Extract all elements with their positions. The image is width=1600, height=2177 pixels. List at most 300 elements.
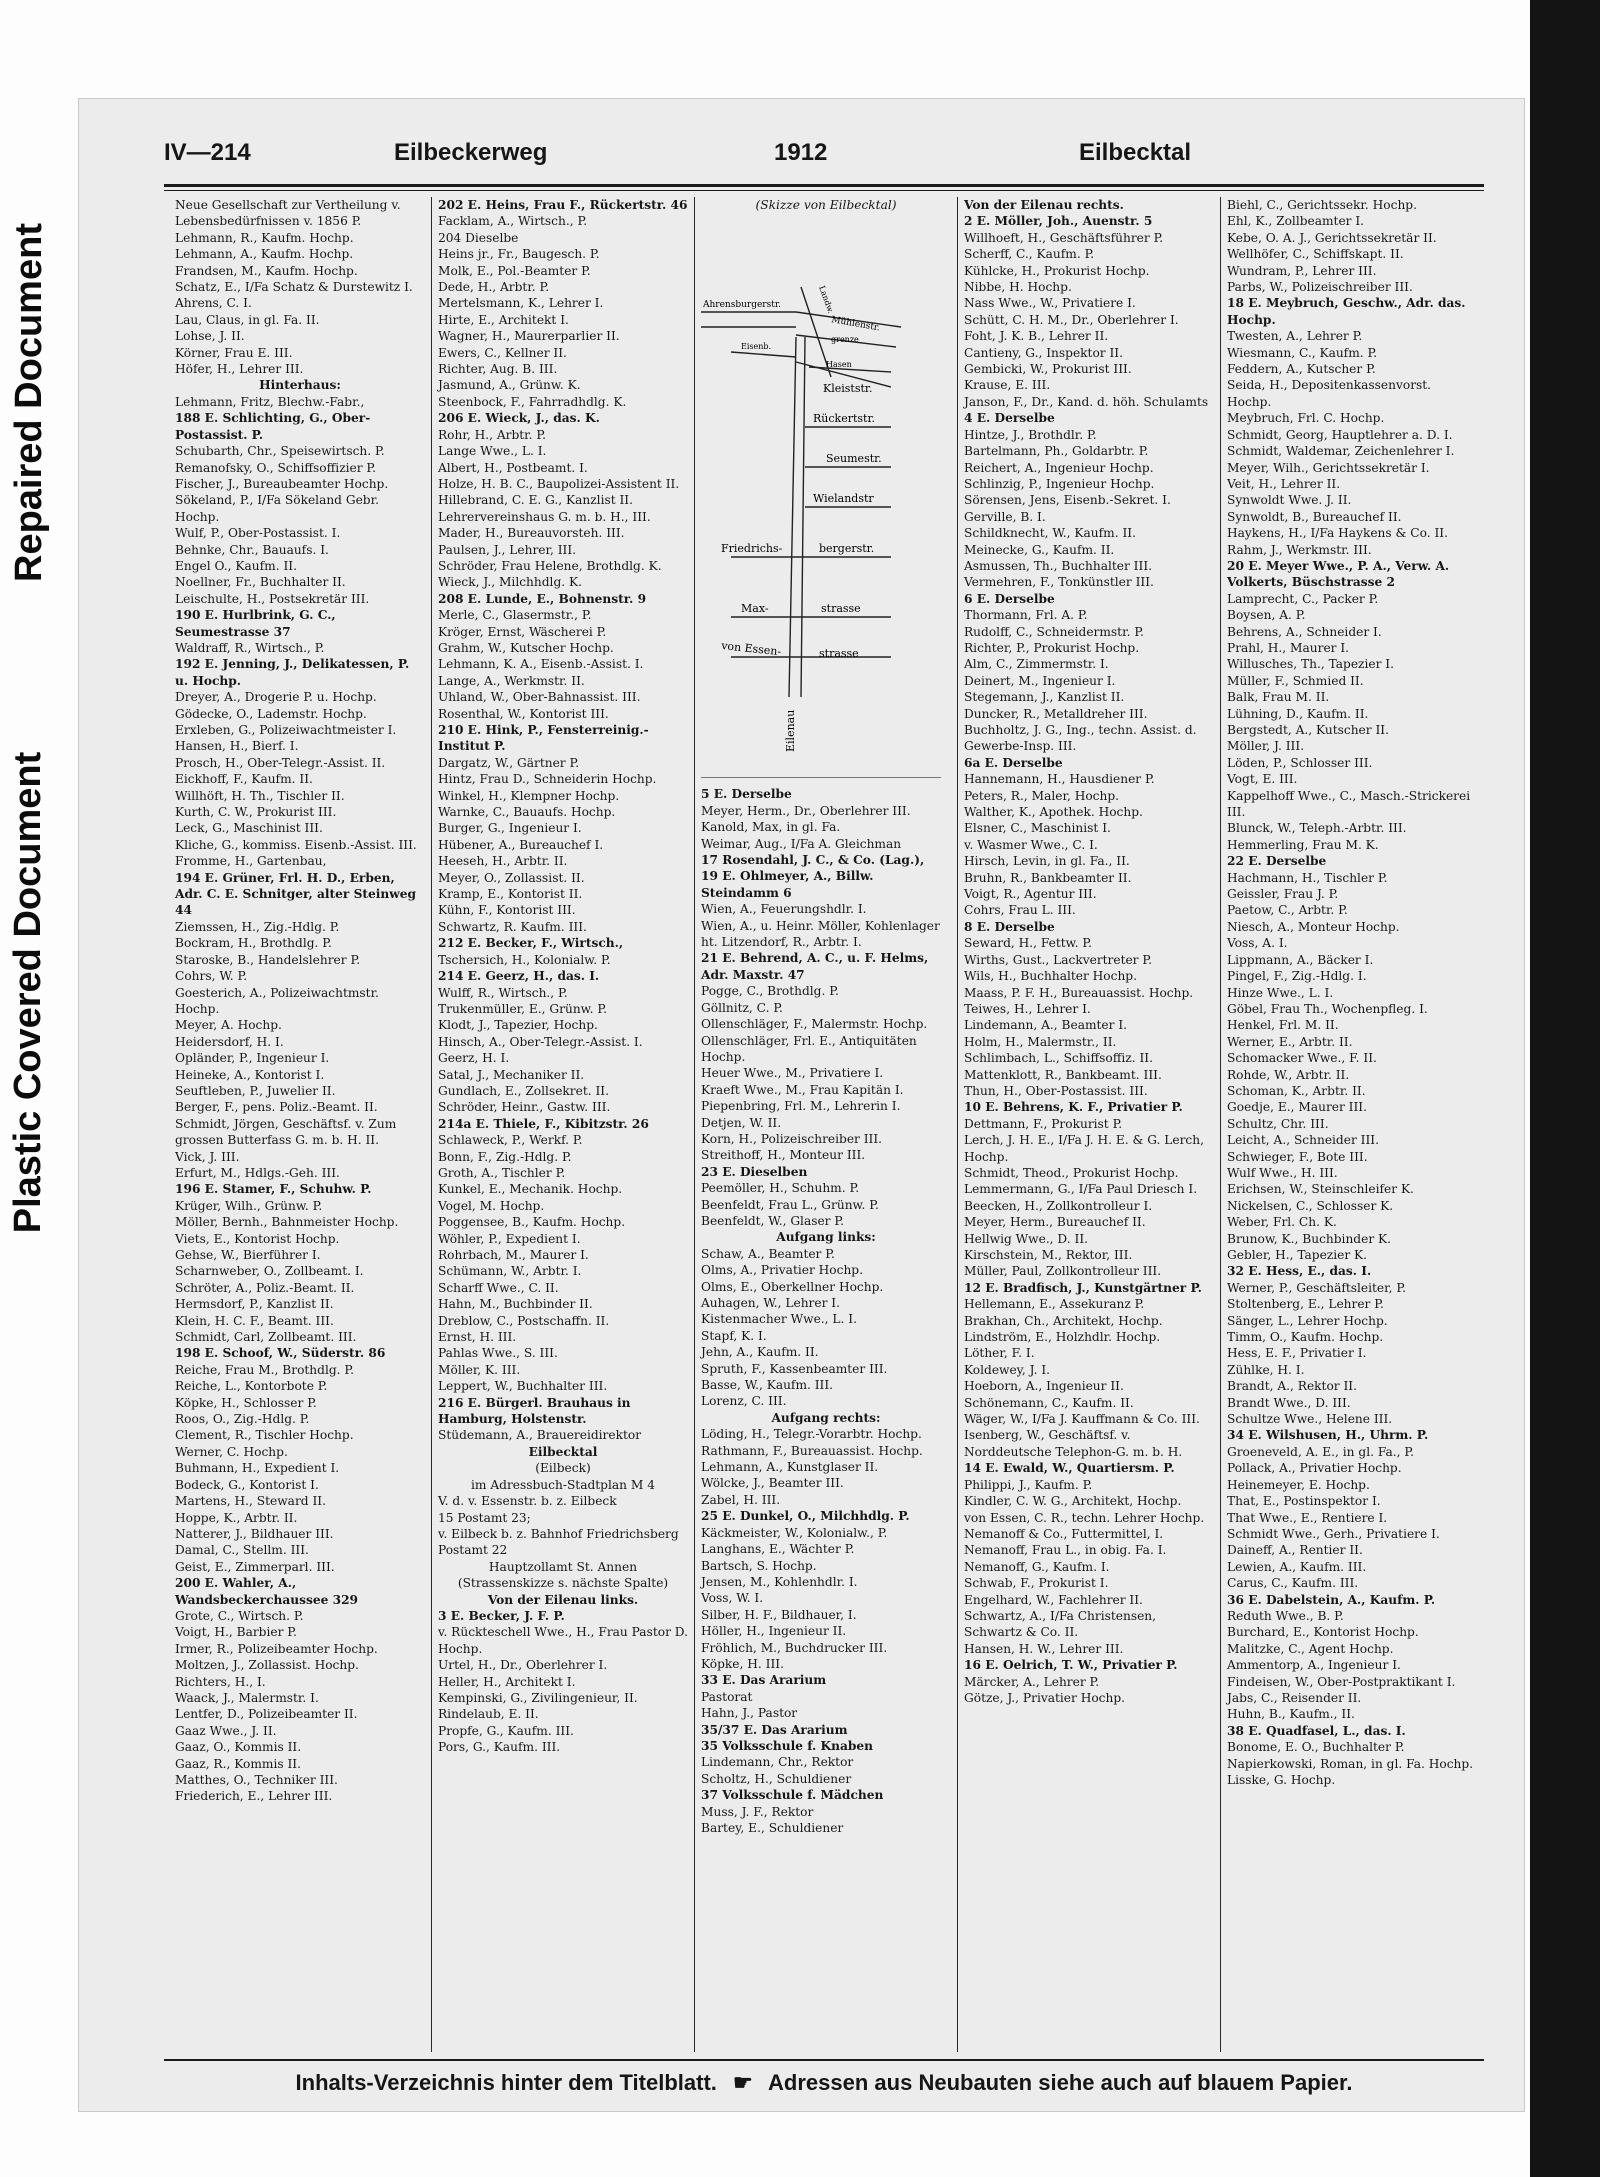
- directory-entry: Hess, E. F., Privatier I.: [1227, 1346, 1367, 1361]
- directory-entry: Schröder, Frau Helene, Brothdlg. K.: [438, 558, 662, 573]
- directory-entry: Rohde, W., Arbtr. II.: [1227, 1067, 1350, 1082]
- directory-entry: Schomacker Wwe., F. II.: [1227, 1051, 1377, 1066]
- directory-entry: Cantieny, G., Inspektor II.: [964, 345, 1123, 360]
- directory-entry: 216 E. Bürgerl. Brauhaus in Hamburg, Holstenstr.: [438, 1395, 631, 1427]
- directory-entry: Parbs, W., Polizeischreiber III.: [1227, 280, 1413, 295]
- directory-entry: ht. Litzendorf, R., Arbtr. I.: [701, 935, 862, 950]
- directory-entry: Bockram, H., Brothdlg. P.: [175, 936, 332, 951]
- directory-entry: Dreyer, A., Drogerie P. u. Hochp.: [175, 690, 377, 705]
- directory-entry: 208 E. Lunde, E., Bohnenstr. 9: [438, 591, 647, 606]
- directory-entry: Warnke, C., Bauaufs. Hochp.: [438, 805, 616, 820]
- directory-entry: 25 E. Dunkel, O., Milchhdlg. P.: [701, 1509, 910, 1524]
- year-heading: 1912: [774, 139, 828, 166]
- directory-entry: Gembicki, W., Prokurist III.: [964, 362, 1132, 377]
- directory-entry: Cohrs, W. P.: [175, 969, 248, 984]
- directory-entry: Waldraff, R., Wirtsch., P.: [175, 640, 325, 655]
- directory-entry: Trukenmüller, E., Grünw. P.: [438, 1001, 608, 1016]
- map-label-ahrensburger: Ahrensburgerstr.: [703, 300, 781, 311]
- directory-entry: Damal, C., Stellm. III.: [175, 1543, 309, 1558]
- directory-entry: Beenfeldt, W., Glaser P.: [701, 1213, 844, 1228]
- directory-entry: 37 Volksschule f. Mädchen: [701, 1788, 884, 1803]
- directory-entry: Reiche, Frau M., Brothdlg. P.: [175, 1362, 355, 1377]
- directory-entry: Lehmann, R., Kaufm. Hochp.: [175, 230, 354, 245]
- directory-entry: Peemöller, H., Schuhm. P.: [701, 1181, 860, 1196]
- directory-entry: Bartey, E., Schuldiener: [701, 1821, 844, 1835]
- street-sketch-svg: [701, 217, 941, 757]
- directory-entry: Hintz, Frau D., Schneiderin Hochp.: [438, 772, 657, 787]
- directory-entry: Feddern, A., Kutscher P.: [1227, 362, 1376, 377]
- directory-entry: Kröger, Ernst, Wäscherei P.: [438, 624, 607, 639]
- directory-entry: Buchholtz, J. G., Ing., techn. Assist. d. Gewerbe-Insp. III.: [964, 723, 1197, 754]
- directory-entry: Paulsen, J., Lehrer, III.: [438, 542, 577, 557]
- directory-entry: Hillebrand, C. E. G., Kanzlist II.: [438, 493, 633, 508]
- directory-entry: Gebler, H., Tapezier K.: [1227, 1248, 1368, 1262]
- directory-entry: Stegemann, J., Kanzlist II.: [964, 690, 1125, 705]
- directory-entry: Goesterich, A., Polizeiwachtmstr. Hochp.: [175, 985, 379, 1016]
- directory-entry: Jehn, A., Kaufm. II.: [701, 1345, 819, 1360]
- directory-entry: v. Rückteschell Wwe., H., Frau Pastor D. Hochp.: [438, 1625, 688, 1656]
- directory-entry: Blunck, W., Teleph.-Arbtr. III.: [1227, 821, 1407, 836]
- directory-entry: Lindemann, A., Beamter I.: [964, 1018, 1128, 1033]
- directory-entry: Krause, E. III.: [964, 378, 1051, 393]
- directory-entry: Uhland, W., Ober-Bahnassist. III.: [438, 690, 641, 705]
- directory-entry: Höfer, H., Lehrer III.: [175, 362, 304, 377]
- directory-entry: Krüger, Wilh., Grünw. P.: [175, 1198, 323, 1213]
- directory-entry: Sörensen, Jens, Eisenb.-Sekret. I.: [964, 493, 1171, 508]
- directory-entry: Ewers, C., Kellner II.: [438, 345, 567, 360]
- directory-entry: Clement, R., Tischler Hochp.: [175, 1428, 354, 1443]
- directory-entry: Eickhoff, F., Kaufm. II.: [175, 772, 313, 787]
- directory-entry: 21 E. Behrend, A. C., u. F. Helms, Adr. Maxstr. 47: [701, 951, 929, 982]
- directory-entry: 198 E. Schoof, W., Süderstr. 86: [175, 1346, 386, 1361]
- map-label-hasenstr: Hasen: [826, 360, 852, 370]
- directory-entry: Satal, J., Mechaniker II.: [438, 1067, 585, 1082]
- directory-entry: Seida, H., Depositenkassenvorst. Hochp.: [1227, 378, 1432, 409]
- directory-entry: Lentfer, D., Polizeibeamter II.: [175, 1707, 358, 1722]
- directory-entry: 214 E. Geerz, H., das. I.: [438, 969, 600, 984]
- directory-entry: v. Eilbeck b. z. Bahnhof Friedrichsberg Postamt 22: [438, 1526, 679, 1558]
- directory-entry: Stoltenberg, E., Lehrer P.: [1227, 1297, 1384, 1312]
- directory-entry: Holm, H., Malermstr., II.: [964, 1034, 1117, 1049]
- directory-entry: Werner, P., Geschäftsleiter, P.: [1227, 1280, 1406, 1295]
- directory-entry: Göllnitz, C. P.: [701, 1000, 783, 1015]
- map-label-vonessen: von Essen-: [720, 639, 782, 659]
- directory-entry: Silber, H. F., Bildhauer, I.: [701, 1607, 857, 1622]
- directory-entry: Frandsen, M., Kaufm. Hochp.: [175, 263, 358, 278]
- directory-entry: Lange, A., Werkmstr. II.: [438, 673, 585, 688]
- directory-entry: Bodeck, G., Kontorist I.: [175, 1477, 319, 1492]
- directory-entry: Gaaz, R., Kommis II.: [175, 1756, 301, 1771]
- directory-entry: Märcker, A., Lehrer P.: [964, 1674, 1100, 1689]
- directory-entry: Schwartz, R. Kaufm. III.: [438, 919, 587, 934]
- directory-entry: Beenfeldt, Frau L., Grünw. P.: [701, 1197, 879, 1212]
- directory-entry: Schröder, Heinr., Gastw. III.: [438, 1100, 611, 1115]
- directory-entry: Werner, C. Hochp.: [175, 1444, 288, 1459]
- directory-entry: Hachmann, H., Tischler P.: [1227, 870, 1388, 885]
- directory-entry: Staroske, B., Handelslehrer P.: [175, 952, 361, 967]
- directory-entry: Weimar, Aug., I/Fa A. Gleichman: [701, 836, 902, 851]
- directory-entry: Wien, A., Feuerungshdlr. I.: [701, 902, 867, 917]
- directory-entry: Meinecke, G., Kaufm. II.: [964, 542, 1115, 557]
- directory-entry: Neue Gesellschaft zur Vertheilung v. Lebensbedürfnissen v. 1856 P.: [175, 198, 401, 229]
- directory-entry: Seuftleben, P., Juwelier II.: [175, 1083, 336, 1098]
- directory-entry: Basse, W., Kaufm. III.: [701, 1378, 834, 1393]
- directory-entry: Hirte, E., Architekt I.: [438, 312, 569, 327]
- directory-entry: Ammentorp, A., Ingenieur I.: [1227, 1658, 1401, 1673]
- directory-entry: Gundlach, E., Zollsekret. II.: [438, 1083, 609, 1098]
- directory-entry: Hansen, H. W., Lehrer III.: [964, 1641, 1124, 1656]
- directory-entry: Zabel, H. III.: [701, 1492, 781, 1507]
- directory-entry: Heeseh, H., Arbtr. II.: [438, 854, 568, 869]
- directory-entry: Lehmann, Fritz, Blechw.-Fabr.,: [175, 394, 365, 409]
- map-label-friedrichsberger-a: Friedrichs-: [721, 542, 783, 556]
- directory-entry: Gehse, W., Bierführer I.: [175, 1248, 321, 1262]
- directory-entry: Voigt, H., Barbier P.: [175, 1625, 297, 1640]
- directory-entry: Wellhöfer, C., Schiffskapt. II.: [1227, 247, 1404, 262]
- directory-columns: [169, 197, 1484, 2052]
- directory-entry: Götze, J., Privatier Hochp.: [964, 1690, 1126, 1705]
- directory-entry: Willhoeft, H., Geschäftsführer P.: [964, 230, 1164, 245]
- directory-entry: Schultz, Chr. III.: [1227, 1116, 1329, 1131]
- directory-entry: Möller, Bernh., Bahnmeister Hochp.: [175, 1215, 399, 1230]
- directory-entry: 2 E. Möller, Joh., Auenstr. 5: [964, 214, 1153, 229]
- directory-entry: Hahn, M., Buchbinder II.: [438, 1297, 593, 1312]
- directory-entry: Klein, H. C. F., Beamt. III.: [175, 1313, 334, 1328]
- directory-entry: Haykens, H., I/Fa Haykens & Co. II.: [1227, 526, 1448, 541]
- directory-entry: Holze, H. B. C., Baupolizei-Assistent II.: [438, 476, 680, 491]
- directory-entry: Meyer, Herm., Bureauchef II.: [964, 1215, 1146, 1230]
- directory-entry: Hellwig Wwe., D. II.: [964, 1231, 1089, 1246]
- directory-entry: Timm, O., Kaufm. Hochp.: [1227, 1330, 1384, 1345]
- directory-entry: Hellemann, E., Assekuranz P.: [964, 1297, 1145, 1312]
- directory-entry: Rohrbach, M., Maurer I.: [438, 1248, 589, 1262]
- directory-entry: Reduth Wwe., B. P.: [1227, 1608, 1344, 1623]
- directory-entry: That, E., Postinspektor I.: [1227, 1494, 1381, 1509]
- directory-entry: Wils, H., Buchhalter Hochp.: [964, 969, 1137, 984]
- directory-entry: 16 E. Oelrich, T. W., Privatier P.: [964, 1658, 1178, 1673]
- directory-entry: Boysen, A. P.: [1227, 608, 1306, 623]
- directory-entry: Scharnweber, O., Zollbeamt. I.: [175, 1264, 364, 1279]
- directory-entry: Niesch, A., Monteur Hochp.: [1227, 919, 1400, 934]
- directory-entry: Wulf Wwe., H. III.: [1227, 1165, 1338, 1180]
- directory-entry: Lühning, D., Kaufm. II.: [1227, 706, 1369, 721]
- directory-entry: Mader, H., Bureauvorsteh. III.: [438, 526, 625, 541]
- directory-entry: Wirths, Gust., Lackvertreter P.: [964, 952, 1152, 967]
- directory-entry: Rosenthal, W., Kontorist III.: [438, 706, 609, 721]
- directory-entry: Möller, J. III.: [1227, 739, 1305, 754]
- directory-entry: Waack, J., Malermstr. I.: [175, 1690, 319, 1705]
- directory-entry: Stüdemann, A., Brauereidirektor: [438, 1428, 642, 1443]
- directory-entry: Rathmann, F., Bureauassist. Hochp.: [701, 1443, 923, 1458]
- directory-entry: Gaaz, O., Kommis II.: [175, 1740, 302, 1755]
- directory-entry: 206 E. Wieck, J., das. K.: [438, 411, 600, 426]
- directory-entry: Kunkel, E., Mechanik. Hochp.: [438, 1182, 623, 1197]
- directory-entry: Jabs, C., Reisender II.: [1227, 1690, 1362, 1705]
- directory-entry: Ollenschläger, Frl. E., Antiquitäten Hochp.: [701, 1033, 917, 1064]
- directory-entry: 210 E. Hink, P., Fensterreinig.-Institut P.: [438, 723, 649, 754]
- directory-entry: Daineff, A., Rentier II.: [1227, 1543, 1363, 1558]
- map-caption: (Skizze von Eilbecktal): [755, 198, 897, 212]
- directory-entry: Pahlas Wwe., S. III.: [438, 1346, 558, 1361]
- directory-entry: Thun, H., Ober-Postassist. III.: [964, 1083, 1148, 1098]
- directory-entry: Elsner, C., Maschinist I.: [964, 821, 1111, 836]
- directory-entry: 190 E. Hurlbrink, G. C., Seumestrasse 37: [175, 608, 336, 639]
- directory-entry: Balk, Frau M. II.: [1227, 690, 1330, 705]
- directory-entry: Carus, C., Kaufm. III.: [1227, 1576, 1359, 1591]
- directory-entry: 3 E. Becker, J. F. P.: [438, 1608, 565, 1623]
- directory-entry: Nemanoff & Co., Futtermittel, I.: [964, 1526, 1164, 1541]
- directory-entry: Mattenklott, R., Bankbeamt. III.: [964, 1067, 1162, 1082]
- directory-entry: Burger, G., Ingenieur I.: [438, 821, 582, 836]
- directory-entry: Jasmund, A., Grünw. K.: [438, 378, 581, 393]
- directory-entry: Pingel, F., Zig.-Hdlg. I.: [1227, 969, 1367, 984]
- directory-entry: 196 E. Stamer, F., Schuhw. P.: [175, 1182, 372, 1197]
- directory-entry: Cohrs, Frau L. III.: [964, 903, 1076, 918]
- directory-entry: Langhans, E., Wächter P.: [701, 1542, 855, 1557]
- directory-entry: Schmidt, Waldemar, Zeichenlehrer I.: [1227, 444, 1455, 459]
- directory-entry: Vogel, M. Hochp.: [438, 1198, 545, 1213]
- directory-entry: Asmussen, Th., Buchhalter III.: [964, 558, 1153, 573]
- directory-entry: Meyer, O., Zollassist. II.: [438, 870, 585, 885]
- directory-entry: v. Wasmer Wwe., C. I.: [964, 837, 1098, 852]
- directory-entry: Vick, J. III.: [175, 1149, 240, 1164]
- directory-entry: Poggensee, B., Kaufm. Hochp.: [438, 1215, 626, 1230]
- directory-entry: 17 Rosendahl, J. C., & Co. (Lag.),: [701, 853, 925, 868]
- directory-entry: Kühlcke, H., Prokurist Hochp.: [964, 263, 1150, 278]
- directory-entry: Buhmann, H., Expedient I.: [175, 1461, 340, 1476]
- directory-entry: 12 E. Bradfisch, J., Kunstgärtner P.: [964, 1280, 1202, 1295]
- directory-entry: Olms, E., Oberkellner Hochp.: [701, 1279, 884, 1294]
- directory-entry: Schlinzig, P., Ingenieur Hochp.: [964, 476, 1155, 491]
- directory-entry: Brandt, A., Rektor II.: [1227, 1379, 1357, 1394]
- directory-entry: Lehmann, A., Kunstglaser II.: [701, 1460, 879, 1475]
- directory-entry: Kindler, C. W. G., Architekt, Hochp.: [964, 1494, 1182, 1509]
- directory-entry: Kappelhoff Wwe., C., Masch.-Strickerei III.: [1227, 788, 1471, 820]
- directory-entry: Hoppe, K., Arbtr. II.: [175, 1510, 298, 1525]
- directory-entry: Schwieger, F., Bote III.: [1227, 1149, 1368, 1164]
- directory-entry: Leischulte, H., Postsekretär III.: [175, 591, 370, 606]
- directory-entry: Aufgang links:: [776, 1230, 876, 1245]
- directory-entry: 34 E. Wilshusen, H., Uhrm. P.: [1227, 1428, 1429, 1443]
- directory-entry: Twesten, A., Lehrer P.: [1227, 329, 1363, 344]
- directory-entry: Müller, F., Schmied II.: [1227, 673, 1364, 688]
- directory-entry: Leicht, A., Schneider III.: [1227, 1133, 1379, 1148]
- directory-entry: Natterer, J., Bildhauer III.: [175, 1526, 334, 1541]
- directory-entry: Duncker, R., Metalldreher III.: [964, 706, 1148, 721]
- directory-entry: Rudolff, C., Schneidermstr. P.: [964, 624, 1144, 639]
- directory-entry: Wundram, P., Lehrer III.: [1227, 263, 1377, 278]
- directory-entry: Nickelsen, C., Schlosser K.: [1227, 1198, 1394, 1213]
- directory-entry: Kurth, C. W., Prokurist III.: [175, 805, 337, 820]
- directory-entry: Pastorat: [701, 1689, 753, 1704]
- directory-entry: That Wwe., E., Rentiere I.: [1227, 1510, 1388, 1525]
- directory-entry: Schmidt Wwe., Gerh., Privatiere I.: [1227, 1526, 1440, 1541]
- directory-entry: 38 E. Quadfasel, L., das. I.: [1227, 1723, 1406, 1738]
- directory-entry: Pors, G., Kaufm. III.: [438, 1740, 561, 1755]
- directory-entry: Von der Eilenau rechts.: [964, 198, 1124, 212]
- map-label-max: Max-: [741, 602, 769, 616]
- directory-entry: Hansen, H., Bierf. I.: [175, 739, 299, 754]
- directory-entry: Ernst, H. III.: [438, 1330, 517, 1345]
- directory-entry: Wöhler, P., Expedient I.: [438, 1231, 581, 1246]
- map-label-seumestr: Seumestr.: [826, 452, 882, 466]
- directory-entry: Veit, H., Lehrer II.: [1227, 476, 1341, 491]
- directory-entry: Meyer, Herm., Dr., Oberlehrer III.: [701, 803, 911, 818]
- directory-entry: Schönemann, C., Kaufm. II.: [964, 1395, 1134, 1410]
- directory-entry: Bartsch, S. Hochp.: [701, 1558, 817, 1573]
- archive-stamp-strip: [0, 130, 58, 1290]
- directory-entry: Aufgang rechts:: [771, 1410, 881, 1425]
- directory-entry: Fröhlich, M., Buchdrucker III.: [701, 1640, 888, 1655]
- directory-entry: Schatz, E., I/Fa Schatz & Durstewitz I.: [175, 280, 413, 295]
- directory-entry: Propfe, G., Kaufm. III.: [438, 1723, 574, 1738]
- directory-entry: 188 E. Schlichting, G., Ober-Postassist. P.: [175, 411, 371, 442]
- directory-entry: Engelhard, W., Fachlehrer II.: [964, 1592, 1143, 1607]
- directory-entry: Geist, E., Zimmerparl. III.: [175, 1559, 335, 1574]
- directory-entry: 36 E. Dabelstein, A., Kaufm. P.: [1227, 1592, 1436, 1607]
- directory-entry: Brakhan, Ch., Architekt, Hochp.: [964, 1313, 1163, 1328]
- directory-entry: Gerville, B. I.: [964, 509, 1046, 524]
- directory-entry: 5 E. Derselbe: [701, 787, 792, 802]
- directory-entry: Erfurt, M., Hdlgs.-Geh. III.: [175, 1165, 340, 1180]
- directory-entry: Schmidt, Jörgen, Geschäftsf. v. Zum grossen Butterfass G. m. b. H. II.: [175, 1116, 397, 1148]
- directory-entry: 23 E. Dieselben: [701, 1164, 808, 1179]
- directory-entry: Lisske, G. Hochp.: [1227, 1773, 1336, 1787]
- directory-entry: Napierkowski, Roman, in gl. Fa. Hochp.: [1227, 1756, 1474, 1771]
- directory-entry: Matthes, O., Techniker III.: [175, 1773, 338, 1787]
- column-3-entries: [701, 786, 951, 1836]
- directory-entry: Detjen, W. II.: [701, 1115, 782, 1130]
- directory-entry: Klodt, J., Tapezier, Hochp.: [438, 1018, 598, 1033]
- directory-entry: Willhöft, H. Th., Tischler II.: [175, 788, 345, 803]
- directory-entry: Hahn, J., Pastor: [701, 1706, 798, 1721]
- directory-entry: Schmidt, Carl, Zollbeamt. III.: [175, 1330, 357, 1345]
- directory-entry: Wölcke, J., Beamter III.: [701, 1476, 844, 1491]
- directory-entry: Schaw, A., Beamter P.: [701, 1246, 835, 1261]
- directory-entry: Lamprecht, C., Packer P.: [1227, 591, 1379, 606]
- directory-entry: Walther, K., Apothek. Hochp.: [964, 805, 1143, 820]
- directory-entry: Werner, E., Arbtr. II.: [1227, 1034, 1353, 1049]
- footer-rule: [164, 2059, 1484, 2061]
- directory-entry: Behnke, Chr., Bauaufs. I.: [175, 542, 329, 557]
- directory-entry: Höller, H., Ingenieur II.: [701, 1624, 847, 1639]
- directory-entry: Bergstedt, A., Kutscher II.: [1227, 723, 1389, 737]
- directory-entry: 4 E. Derselbe: [964, 411, 1055, 426]
- map-label-grenze: grenze: [831, 335, 859, 345]
- directory-entry: Remanofsky, O., Schiffsoffizier P.: [175, 460, 377, 475]
- directory-entry: Schmidt, Theod., Prokurist Hochp.: [964, 1165, 1179, 1180]
- map-label-kleiststr: Kleiststr.: [823, 382, 873, 396]
- directory-entry: Meyer, A. Hochp.: [175, 1018, 282, 1033]
- directory-entry: Alm, C., Zimmermstr. I.: [964, 657, 1109, 672]
- right-street-heading: Eilbecktal: [1079, 139, 1192, 166]
- directory-entry: Zühlke, H. I.: [1227, 1362, 1305, 1377]
- directory-entry: Scharff Wwe., C. II.: [438, 1280, 559, 1295]
- directory-entry: Huhn, B., Kaufm., II.: [1227, 1707, 1355, 1722]
- directory-entry: Hannemann, H., Hausdiener P.: [964, 772, 1155, 787]
- directory-entry: 33 E. Das Ararium: [701, 1673, 827, 1688]
- directory-entry: Schubarth, Chr., Speisewirtsch. P.: [175, 444, 385, 459]
- directory-entry: Wulff, R., Wirtsch., P.: [438, 985, 568, 1000]
- directory-entry: Ahrens, C. I.: [175, 296, 252, 311]
- directory-entry: Lerch, J. H. E., I/Fa J. H. E. & G. Lerch, Hochp.: [964, 1133, 1204, 1164]
- directory-entry: Grahm, W., Kutscher Hochp.: [438, 640, 614, 655]
- directory-entry: Hauptzollamt St. Annen: [488, 1559, 638, 1574]
- directory-entry: Leppert, W., Buchhalter III.: [438, 1379, 608, 1394]
- directory-entry: Körner, Frau E. III.: [175, 345, 293, 360]
- directory-entry: Maass, P. F. H., Bureauassist. Hochp.: [964, 985, 1194, 1000]
- directory-entry: Gaaz Wwe., J. II.: [175, 1723, 277, 1738]
- directory-entry: Scholtz, H., Schuldiener: [701, 1771, 852, 1786]
- directory-entry: (Eilbeck): [535, 1461, 591, 1476]
- directory-entry: Peters, R., Maler, Hochp.: [964, 788, 1120, 803]
- directory-entry: Rahm, J., Werkmstr. III.: [1227, 542, 1372, 557]
- directory-entry: Spruth, F., Kassenbeamter III.: [701, 1361, 888, 1376]
- header-rule: [164, 184, 1484, 191]
- directory-entry: Köpke, H., Schlosser P.: [175, 1395, 317, 1410]
- directory-entry: Von der Eilenau links.: [487, 1592, 639, 1607]
- map-label-eisenbahn: Eisenb.: [741, 342, 772, 352]
- directory-entry: Hirsch, Levin, in gl. Fa., II.: [964, 854, 1130, 869]
- directory-entry: Lippmann, A., Bäcker I.: [1227, 952, 1374, 967]
- directory-entry: Stapf, K. I.: [701, 1328, 767, 1343]
- directory-entry: Scherff, C., Kaufm. P.: [964, 247, 1095, 262]
- directory-entry: Goedje, E., Maurer III.: [1227, 1100, 1367, 1115]
- directory-entry: Brandt Wwe., D. III.: [1227, 1395, 1351, 1410]
- directory-entry: Willusches, Th., Tapezier I.: [1227, 657, 1394, 672]
- directory-entry: Kebe, O. A. J., Gerichtssekretär II.: [1227, 230, 1437, 245]
- directory-entry: Heidersdorf, H. I.: [175, 1034, 284, 1049]
- plastic-covered-label: Plastic Covered Document: [7, 751, 50, 1234]
- directory-entry: Wagner, H., Maurerparlier II.: [438, 329, 620, 344]
- map-label-friedrichsberger-b: bergerstr.: [819, 542, 875, 556]
- directory-entry: Hinze Wwe., L. I.: [1227, 985, 1334, 1000]
- directory-entry: Rindelaub, E. II.: [438, 1707, 539, 1722]
- directory-entry: Hinsch, A., Ober-Telegr.-Assist. I.: [438, 1034, 643, 1049]
- directory-entry: Heins jr., Fr., Baugesch. P.: [438, 247, 600, 262]
- directory-entry: 202 E. Heins, Frau F., Rückertstr. 46: [438, 198, 688, 212]
- directory-entry: Janson, F., Dr., Kand. d. höh. Schulamts: [964, 394, 1209, 409]
- directory-entry: Müller, Paul, Zollkontrolleur III.: [964, 1264, 1162, 1279]
- directory-entry: Deinert, M., Ingenieur I.: [964, 673, 1116, 688]
- directory-entry: Nemanoff, G., Kaufm. I.: [964, 1559, 1110, 1574]
- directory-entry: Vermehren, F., Tonkünstler III.: [964, 575, 1154, 590]
- directory-entry: Piepenbring, Frl. M., Lehrerin I.: [701, 1099, 901, 1114]
- directory-entry: Grote, C., Wirtsch. P.: [175, 1608, 304, 1623]
- directory-entry: Irmer, R., Polizeibeamter Hochp.: [175, 1641, 378, 1656]
- directory-entry: Schlimbach, L., Schiffsoffiz. II.: [964, 1051, 1153, 1066]
- directory-entry: Weber, Frl. Ch. K.: [1227, 1215, 1337, 1230]
- directory-entry: 8 E. Derselbe: [964, 919, 1055, 934]
- directory-entry: Martens, H., Steward II.: [175, 1494, 326, 1509]
- directory-entry: Seward, H., Fettw. P.: [964, 936, 1093, 951]
- directory-entry: Synwoldt Wwe. J. II.: [1227, 493, 1352, 508]
- directory-entry: Fromme, H., Gartenbau,: [175, 854, 327, 869]
- directory-entry: Lorenz, C. III.: [701, 1394, 787, 1409]
- directory-entry: 22 E. Derselbe: [1227, 854, 1327, 869]
- directory-entry: Schwab, F., Prokurist I.: [964, 1576, 1109, 1591]
- directory-entry: 194 E. Grüner, Frl. H. D., Erben, Adr. C. E. Schnitger, alter Steinweg 44: [175, 870, 417, 918]
- directory-entry: Synwoldt, B., Bureauchef II.: [1227, 509, 1402, 524]
- directory-entry: Streithoff, H., Monteur III.: [701, 1148, 866, 1163]
- map-label-landwehr: Landw.: [817, 285, 836, 316]
- directory-entry: Wien, A., u. Heinr. Möller, Kohlenlager: [701, 918, 940, 933]
- page-footer: [164, 2065, 1484, 2101]
- directory-entry: 35 Volksschule f. Knaben: [701, 1738, 874, 1753]
- directory-entry: Bonome, E. O., Buchhalter P.: [1227, 1740, 1405, 1755]
- running-head: [164, 139, 1484, 179]
- directory-entry: Lange Wwe., L. I.: [438, 444, 547, 459]
